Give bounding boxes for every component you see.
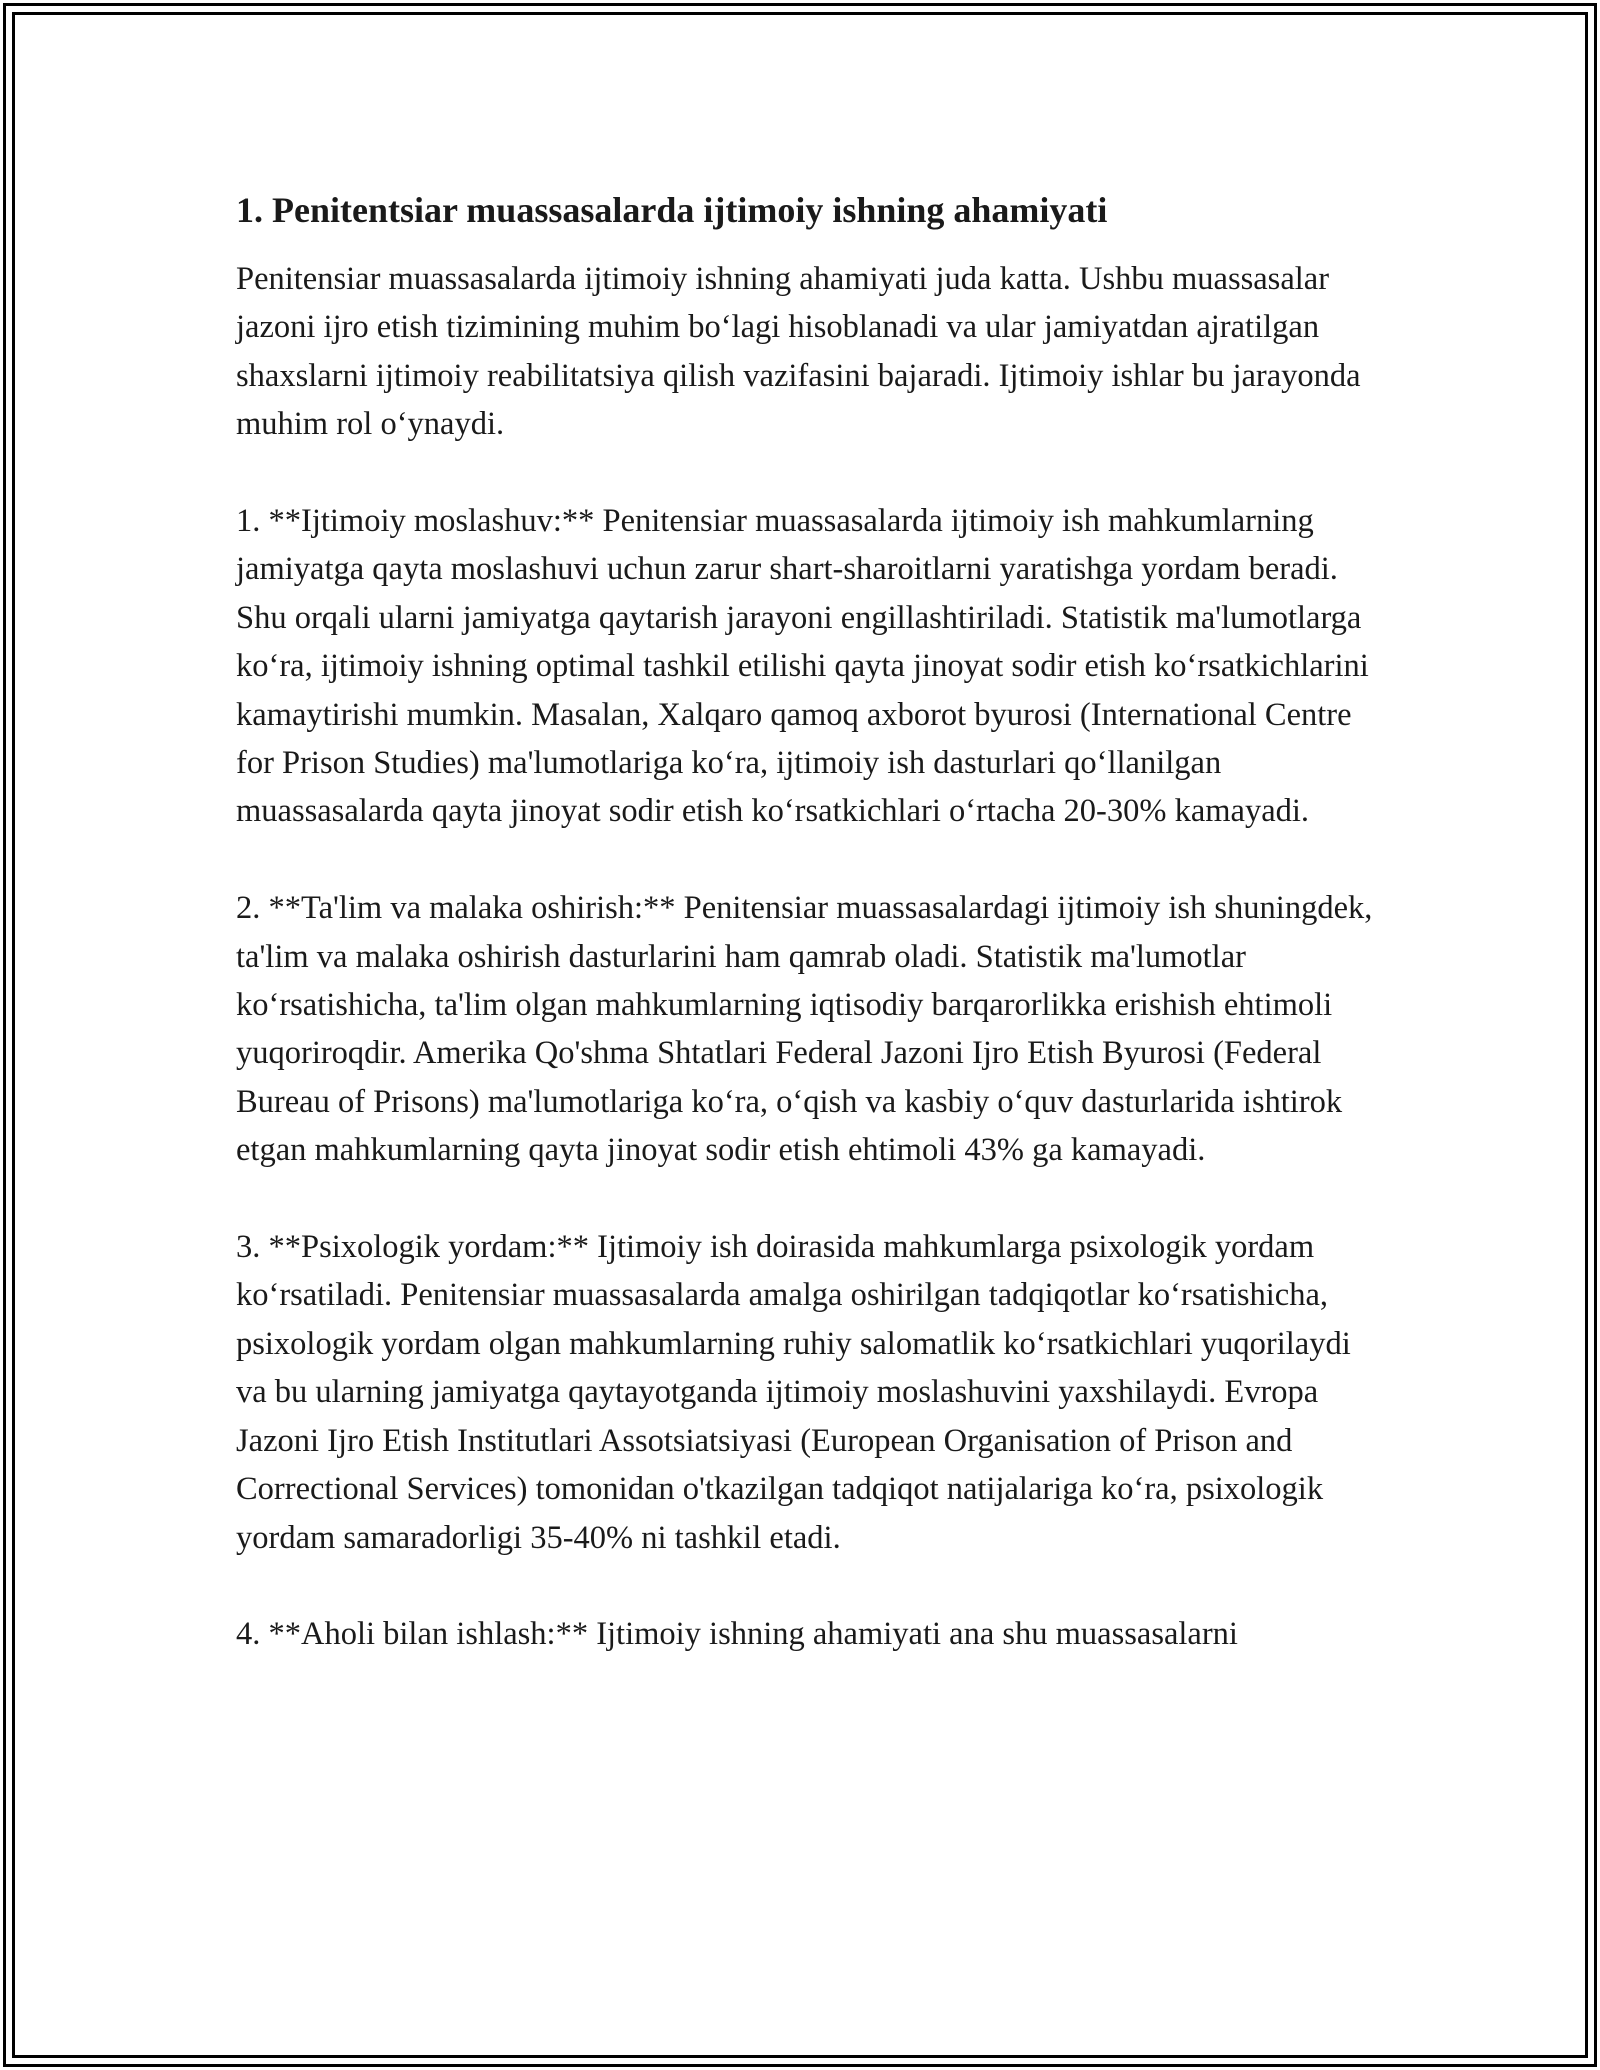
document-body — [236, 186, 1376, 1707]
paragraph-psychological-support: 3. **Psixologik yordam:** Ijtimoiy ish doirasida mahkumlarga psixologik yordam ko‘rsatiladi. Penitensiar muassasalarda amalga oshirilgan tadqiqotlar ko‘rsatishicha, psixologik yordam olgan mahkumlarning ruhiy salomatlik ko‘rsatkichlari yuqorilaydi va bu ularning jamiyatga qaytayotganda ijtimoiy moslashuvini yaxshilaydi. Evropa Jazoni Ijro Etish Institutlari Assotsiatsiyasi (European Organisation of Prison and Correctional Services) tomonidan o'tkazilgan tadqiqot natijalariga ko‘ra, psixologik yordam samaradorligi 35-40% ni tashkil etadi. — [236, 1229, 1351, 1556]
paragraph-public-work: 4. **Aholi bilan ishlash:** Ijtimoiy ishning ahamiyati ana shu muassasalarni — [236, 1616, 1238, 1653]
section-heading: 1. Penitentsiar muassasalarda ijtimoiy ishning ahamiyati — [236, 190, 1108, 230]
intro-paragraph: Penitensiar muassasalarda ijtimoiy ishning ahamiyati juda katta. Ushbu muassasalar jazoni ijro etish tizimining muhim bo‘lagi hisoblanadi va ular jamiyatdan ajratilgan shaxslarni ijtimoiy reabilitatsiya qilish vazifasini bajaradi. Ijtimoiy ishlar bu jarayonda muhim rol o‘ynaydi. — [236, 261, 1361, 443]
paragraph-social-adaptation: 1. **Ijtimoiy moslashuv:** Penitensiar muassasalarda ijtimoiy ish mahkumlarning jamiyatga qayta moslashuvi uchun zarur shart-sharoitlarni yaratishga yordam beradi. Shu orqali ularni jamiyatga qaytarish jarayoni engillashtiriladi. Statistik ma'lumotlarga ko‘ra, ijtimoiy ishning optimal tashkil etilishi qayta jinoyat sodir etish ko‘rsatkichlarini kamaytirishi mumkin. Masalan, Xalqaro qamoq axborot byurosi (International Centre for Prison Studies) ma'lumotlariga ko‘ra, ijtimoiy ish dasturlari qo‘llanilgan muassasalarda qayta jinoyat sodir etish ko‘rsatkichlari o‘rtacha 20-30% kamayadi. — [236, 503, 1369, 830]
paragraph-education-training: 2. **Ta'lim va malaka oshirish:** Penitensiar muassasalardagi ijtimoiy ish shuningdek, ta'lim va malaka oshirish dasturlarini ham qamrab oladi. Statistik ma'lumotlar ko‘rsatishicha, ta'lim olgan mahkumlarning iqtisodiy barqarorlikka erishish ehtimoli yuqoriroqdir. Amerika Qo'shma Shtatlari Federal Jazoni Ijro Etish Byurosi (Federal Bureau of Prisons) ma'lumotlariga ko‘ra, o‘qish va kasbiy o‘quv dasturlarida ishtirok etgan mahkumlarning qayta jinoyat sodir etish ehtimoli 43% ga kamayadi. — [236, 890, 1373, 1169]
